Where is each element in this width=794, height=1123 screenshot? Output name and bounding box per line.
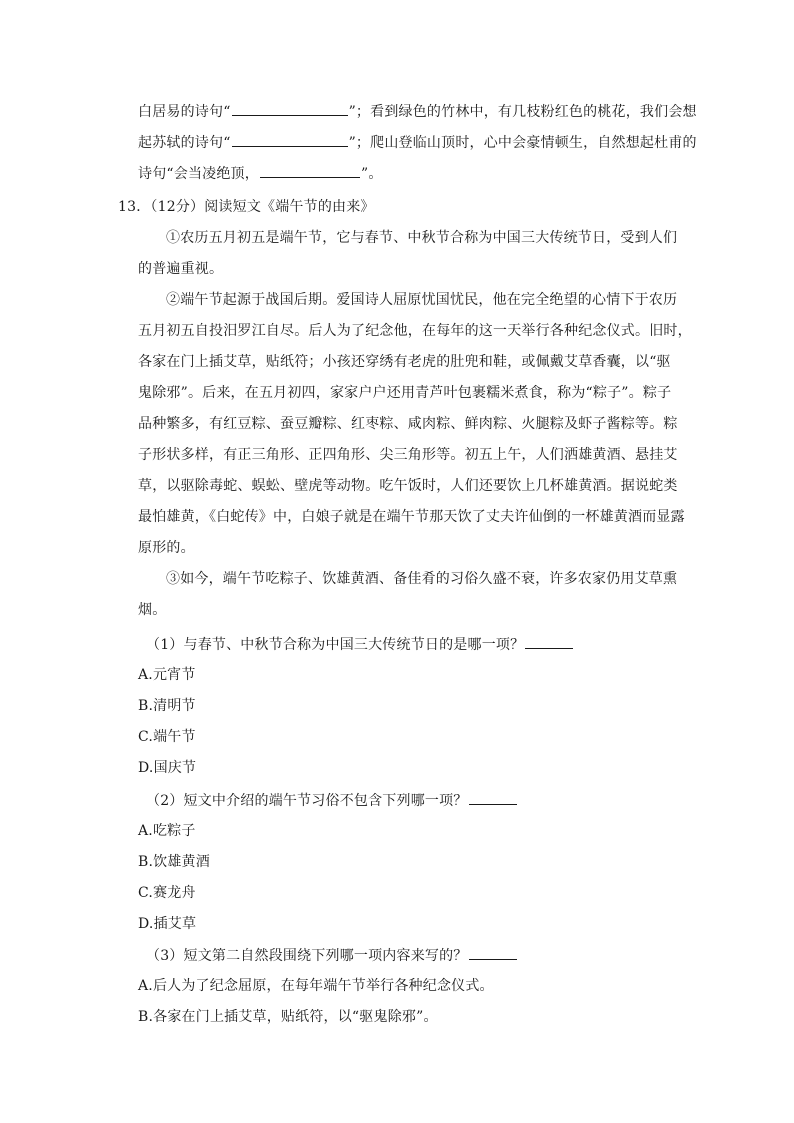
text-segment: 诗句“会当凌绝顶， <box>138 166 259 182</box>
continuation-line-2 <box>138 132 697 153</box>
option-c: C.赛龙舟 <box>138 885 196 901</box>
passage-line: 各家在门上插艾草，贴纸符；小孩还穿绣有老虎的肚兜和鞋，或佩戴艾草香囊，以“驱 <box>138 354 671 370</box>
answer-blank[interactable] <box>469 790 517 805</box>
option-b: B.各家在门上插艾草，贴纸符，以“驱鬼除邪”。 <box>138 1009 438 1025</box>
continuation-line-3 <box>138 163 678 184</box>
passage-line: 的普遍重视。 <box>138 261 224 277</box>
answer-blank[interactable] <box>469 945 517 960</box>
option-c: C.端午节 <box>138 729 196 745</box>
answer-blank[interactable] <box>260 163 360 178</box>
passage-line: 鬼除邪”。后来，在五月初四，家家户户还用青芦叶包裹糯米煮食，称为“粽子”。粽子 <box>138 385 672 401</box>
sub-question-prompt: （2）短文中介绍的端午节习俗不包含下列哪一项？ <box>146 793 468 809</box>
continuation-line-1 <box>138 101 697 122</box>
text-segment: ”。 <box>360 166 383 182</box>
sub-question-prompt: （3）短文第二自然段围绕下列哪一项内容来写的？ <box>146 948 468 964</box>
passage-line: 子形状多样，有正三角形、正四角形、尖三角形等。初五上午，人们洒雄黄酒、悬挂艾 <box>138 447 678 463</box>
text-segment: ”；看到绿色的竹林中，有几枝粉红色的桃花，我们会想 <box>348 104 697 120</box>
passage-line: 烟。 <box>138 602 167 618</box>
text-segment: ”；爬山登临山顶时，心中会豪情顿生，自然想起杜甫的 <box>348 135 697 151</box>
answer-blank[interactable] <box>232 132 348 147</box>
text-segment: 起苏轼的诗句“ <box>138 135 231 151</box>
sub-question-3 <box>146 945 518 966</box>
option-a: A.元宵节 <box>138 667 196 683</box>
option-b: B.饮雄黄酒 <box>138 854 210 870</box>
sub-question-2 <box>146 790 518 811</box>
question-13-header: 13．（12分）阅读短文《端午节的由来》 <box>118 199 375 215</box>
answer-blank[interactable] <box>232 101 348 116</box>
passage-line: 五月初五自投汨罗江自尽。后人为了纪念他，在每年的这一天举行各种纪念仪式。旧时， <box>138 323 692 339</box>
option-d: D.插艾草 <box>138 916 197 932</box>
option-a: A.吃粽子 <box>138 823 196 839</box>
passage-line: 草，以驱除毒蛇、蜈蚣、壁虎等动物。吃午饭时，人们还要饮上几杯雄黄酒。据说蛇类 <box>138 478 678 494</box>
text-segment: 白居易的诗句“ <box>138 104 231 120</box>
option-a: A.后人为了纪念屈原，在每年端午节举行各种纪念仪式。 <box>138 978 494 994</box>
passage-line: 最怕雄黄，《白蛇传》中，白娘子就是在端午节那天饮了丈夫许仙倒的一杯雄黄酒而显露 <box>138 509 685 525</box>
passage-line: ③如今，端午节吃粽子、饮雄黄酒、备佳肴的习俗久盛不衰，许多农家仍用艾草熏 <box>166 571 678 587</box>
sub-question-prompt: （1）与春节、中秋节合称为中国三大传统节日的是哪一项？ <box>146 637 525 653</box>
passage-line: ①农历五月初五是端午节，它与春节、中秋节合称为中国三大传统节日，受到人们 <box>166 230 678 246</box>
passage-line: 原形的。 <box>138 540 195 556</box>
passage-line: ②端午节起源于战国后期。爱国诗人屈原忧国忧民，他在完全绝望的心情下于农历 <box>166 292 678 308</box>
answer-blank[interactable] <box>525 634 573 649</box>
passage-line: 品种繁多，有红豆粽、蚕豆瓣粽、红枣粽、咸肉粽、鲜肉粽、火腿粽及虾子酱粽等。粽 <box>138 416 678 432</box>
option-d: D.国庆节 <box>138 760 197 776</box>
option-b: B.清明节 <box>138 698 196 714</box>
sub-question-1 <box>146 634 574 655</box>
